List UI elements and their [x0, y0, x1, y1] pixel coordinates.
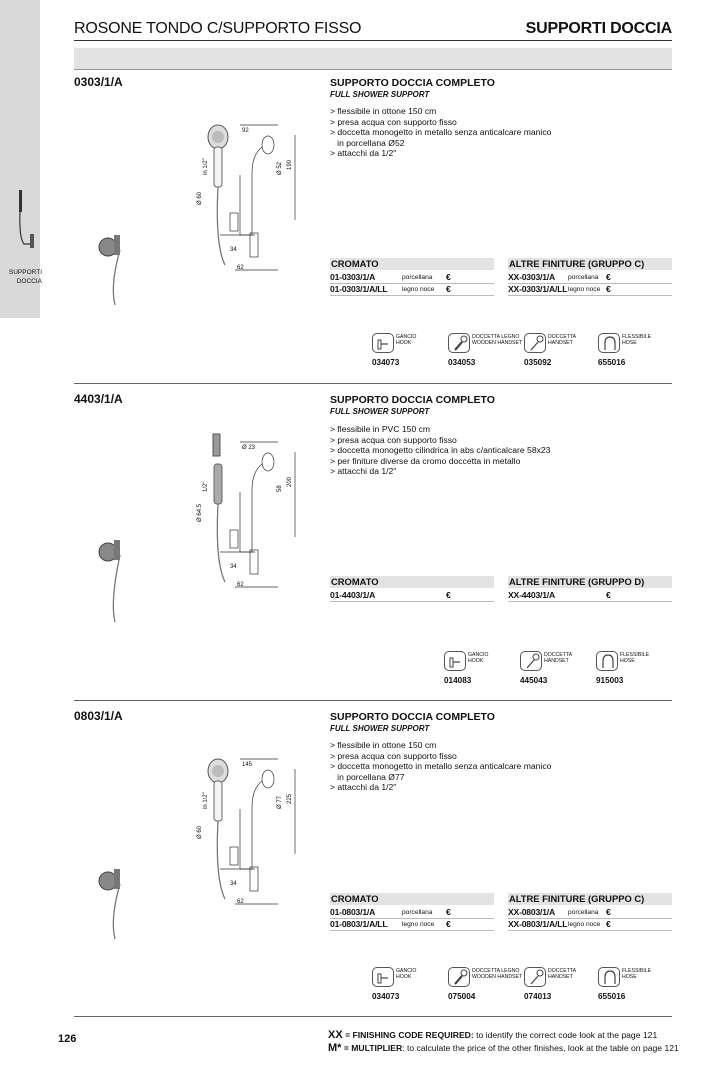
accessory-label-it: FLESSIBILE — [622, 968, 652, 974]
price-cell: € — [446, 919, 451, 929]
accessory-code: 445043 — [520, 676, 548, 685]
product-photo — [99, 434, 225, 622]
table-row — [330, 589, 494, 602]
accessory-label-en: HOSE — [622, 340, 637, 346]
hook-icon — [372, 967, 394, 987]
finishing-code-note: XX = FINISHING CODE REQUIRED: to identify the correct code look at the page 121 — [328, 1029, 658, 1041]
product-illustration — [0, 75, 330, 285]
accessory-label-en: WOODEN HANDSET — [472, 974, 523, 980]
accessory-code: 655016 — [598, 358, 626, 367]
accessory-code: 035092 — [524, 358, 552, 367]
dimension-label: Ø 23 — [242, 445, 256, 451]
product-photo — [99, 125, 228, 305]
accessory-label-en: HOOK — [468, 658, 484, 664]
accessory-label-it: GANCIO — [468, 652, 489, 658]
accessory-label — [548, 334, 576, 346]
accessory-label-it: FLESSIBILE — [620, 652, 650, 658]
section-title: SUPPORTI DOCCIA — [525, 20, 672, 37]
finish-label: legno noce — [568, 921, 601, 928]
flexible-hose-icon — [596, 651, 618, 671]
dimension-label: 62 — [237, 265, 244, 271]
product-illustration — [0, 709, 330, 919]
accessory-label — [396, 334, 416, 346]
accessory-item — [372, 967, 446, 1003]
finish-label: porcellana — [568, 909, 599, 916]
accessory-code: 014083 — [444, 676, 472, 685]
product-subtitle: FULL SHOWER SUPPORT — [330, 407, 430, 416]
accessory-label — [396, 968, 416, 980]
article-code: 01-0303/1/A — [330, 272, 376, 282]
accessory-item — [524, 967, 598, 1003]
accessory-label-en: HOOK — [396, 340, 412, 346]
dimension-label: Ø 60 — [197, 191, 203, 205]
table-header: ALTRE FINITURE (GRUPPO C) — [508, 258, 672, 270]
dimension-label: Ø 52 — [277, 161, 283, 175]
accessory-label-it: DOCCETTA LEGNO — [472, 968, 520, 974]
accessory-item — [598, 333, 672, 369]
finish-label: legno noce — [402, 921, 435, 928]
dimension-label: Ø 77 — [277, 795, 283, 809]
accessory-item — [596, 651, 670, 687]
dimension-label: in 1/2" — [203, 792, 209, 809]
price-cell: € — [606, 907, 611, 917]
accessory-item — [520, 651, 594, 687]
finish-label: legno noce — [402, 286, 435, 293]
accessory-label-it: GANCIO — [396, 334, 417, 340]
section-separator — [74, 700, 672, 701]
sidebar-label: SUPPORTI DOCCIA — [8, 269, 42, 285]
feature-item: > attacchi da 1/2" — [330, 148, 397, 159]
dimension-label: 92 — [242, 128, 249, 134]
accessory-code: 074013 — [524, 992, 552, 1001]
flexible-hose-icon — [598, 967, 620, 987]
product-subtitle: FULL SHOWER SUPPORT — [330, 724, 430, 733]
accessory-label — [548, 968, 576, 980]
accessory-label — [468, 652, 488, 664]
article-code: XX-0303/1/A/LL — [508, 284, 568, 294]
feature-list — [330, 424, 550, 477]
feature-list — [330, 740, 551, 793]
table-row — [508, 283, 672, 296]
accessory-item — [372, 333, 446, 369]
accessory-label-it: GANCIO — [396, 968, 417, 974]
dimension-label: 190 — [287, 159, 293, 170]
feature-item: > attacchi da 1/2" — [330, 782, 397, 793]
feature-item: > per finiture diverse da cromo doccetta in metallo — [330, 455, 521, 466]
product-title: SUPPORTO DOCCIA COMPLETO — [330, 394, 495, 406]
accessory-label-en: HOOK — [396, 974, 412, 980]
product-title: SUPPORTO DOCCIA COMPLETO — [330, 711, 495, 723]
accessory-label — [472, 334, 522, 346]
accessory-item — [448, 967, 522, 1003]
price-cell: € — [446, 272, 451, 282]
article-code: XX-0303/1/A — [508, 272, 556, 282]
wooden-handset-icon — [448, 967, 470, 987]
dimension-label: 200 — [287, 476, 293, 487]
product-photo — [99, 759, 228, 939]
dimension-label: Ø 60 — [197, 825, 203, 839]
feature-item: in porcellana Ø52 — [330, 137, 405, 148]
feature-item: > doccetta monogetto in metallo senza anticalcare manico — [330, 127, 552, 138]
table-header: ALTRE FINITURE (GRUPPO C) — [508, 893, 672, 905]
dimension-label: in 1/2" — [203, 158, 209, 175]
price-cell: € — [606, 284, 611, 294]
feature-item: > flessibile in ottone 150 cm — [330, 740, 437, 750]
accessory-label — [622, 334, 651, 346]
price-cell: € — [446, 284, 451, 294]
accessory-label-en: WOODEN HANDSET — [472, 340, 523, 346]
wooden-handset-icon — [448, 333, 470, 353]
price-cell: € — [446, 907, 451, 917]
dimension-label: Ø 64.5 — [197, 503, 203, 522]
feature-item: > flessibile in ottone 150 cm — [330, 106, 437, 116]
dimension-label: 58 — [277, 485, 283, 492]
feature-list — [330, 106, 551, 159]
table-row — [330, 283, 494, 296]
page-title: ROSONE TONDO C/SUPPORTO FISSO — [74, 20, 362, 37]
accessory-label-en: HANDSET — [544, 658, 569, 664]
accessory-label — [472, 968, 522, 980]
accessory-item — [448, 333, 522, 369]
accessory-label-it: DOCCETTA LEGNO — [472, 334, 520, 340]
dimension-label: 225 — [287, 793, 293, 804]
feature-item: > presa acqua con supporto fisso — [330, 750, 457, 761]
hook-icon — [372, 333, 394, 353]
accessory-item — [444, 651, 518, 687]
feature-item: in porcellana Ø77 — [330, 771, 405, 782]
feature-item: > doccetta monogetto cilindrica in abs c/anticalcare 58x23 — [330, 445, 551, 456]
article-code: XX-0803/1/A — [508, 907, 556, 917]
price-cell: € — [606, 272, 611, 282]
flexible-hose-icon — [598, 333, 620, 353]
page-number: 126 — [58, 1033, 77, 1045]
accessory-label — [622, 968, 651, 980]
article-code: 01-4403/1/A — [330, 590, 376, 600]
dimension-label: 34 — [230, 881, 237, 887]
accessory-item — [598, 967, 672, 1003]
accessory-code: 034053 — [448, 358, 476, 367]
footer-rule — [74, 1016, 672, 1017]
table-header: CROMATO — [330, 893, 494, 905]
accessory-label — [620, 652, 649, 664]
header-rule — [74, 40, 672, 41]
handset-icon — [520, 651, 542, 671]
accessory-label-it: DOCCETTA — [548, 334, 577, 340]
accessory-label-en: HANDSET — [548, 974, 573, 980]
product-subtitle: FULL SHOWER SUPPORT — [330, 90, 430, 99]
handset-icon — [524, 967, 546, 987]
accessory-label-it: DOCCETTA — [548, 968, 577, 974]
finish-label: legno noce — [568, 286, 601, 293]
feature-item: > doccetta monogetto in metallo senza anticalcare manico — [330, 761, 552, 772]
price-cell: € — [606, 919, 611, 929]
dimension-label: 62 — [237, 899, 244, 905]
dimension-label: 34 — [230, 247, 237, 253]
feature-item: > presa acqua con supporto fisso — [330, 116, 457, 127]
dimension-label: 1/2" — [203, 481, 209, 492]
dimension-label: 145 — [242, 762, 253, 768]
table-row — [508, 589, 672, 602]
finish-label: porcellana — [568, 274, 599, 281]
article-code: XX-0803/1/A/LL — [508, 919, 568, 929]
accessory-code: 034073 — [372, 358, 400, 367]
accessory-code: 075004 — [448, 992, 476, 1001]
hook-icon — [444, 651, 466, 671]
handset-icon — [524, 333, 546, 353]
article-code: 01-0803/1/A — [330, 907, 376, 917]
multiplier-note: M* = MULTIPLIER: to calculate the price of the other finishes, look at the table on page 121 — [328, 1042, 679, 1054]
header-grey-band — [74, 48, 672, 70]
product-code: 0803/1/A — [74, 709, 123, 723]
table-header: CROMATO — [330, 258, 494, 270]
accessory-code: 915003 — [596, 676, 624, 685]
accessory-label-it: FLESSIBILE — [622, 334, 652, 340]
product-illustration — [0, 392, 330, 602]
dimension-label: 34 — [230, 564, 237, 570]
accessory-label-en: HANDSET — [548, 340, 573, 346]
price-cell: € — [446, 590, 451, 600]
accessory-code: 034073 — [372, 992, 400, 1001]
accessory-label-en: HOSE — [622, 974, 637, 980]
article-code: XX-4403/1/A — [508, 590, 556, 600]
feature-item: > presa acqua con supporto fisso — [330, 434, 457, 445]
feature-item: > flessibile in PVC 150 cm — [330, 424, 431, 434]
article-code: 01-0303/1/A/LL — [330, 284, 388, 294]
product-title: SUPPORTO DOCCIA COMPLETO — [330, 77, 495, 89]
accessory-label — [544, 652, 572, 664]
article-code: 01-0803/1/A/LL — [330, 919, 388, 929]
feature-item: > attacchi da 1/2" — [330, 466, 397, 477]
accessory-item — [524, 333, 598, 369]
accessory-label-en: HOSE — [620, 658, 635, 664]
accessory-code: 655016 — [598, 992, 626, 1001]
product-code: 4403/1/A — [74, 392, 123, 406]
section-separator — [74, 383, 672, 384]
table-row — [330, 918, 494, 931]
product-code: 0303/1/A — [74, 75, 123, 89]
table-header: ALTRE FINITURE (GRUPPO D) — [508, 576, 672, 588]
table-header: CROMATO — [330, 576, 494, 588]
finish-label: porcellana — [402, 909, 433, 916]
dimension-label: 62 — [237, 582, 244, 588]
table-row — [508, 918, 672, 931]
price-cell: € — [606, 590, 611, 600]
accessory-label-it: DOCCETTA — [544, 652, 573, 658]
finish-label: porcellana — [402, 274, 433, 281]
